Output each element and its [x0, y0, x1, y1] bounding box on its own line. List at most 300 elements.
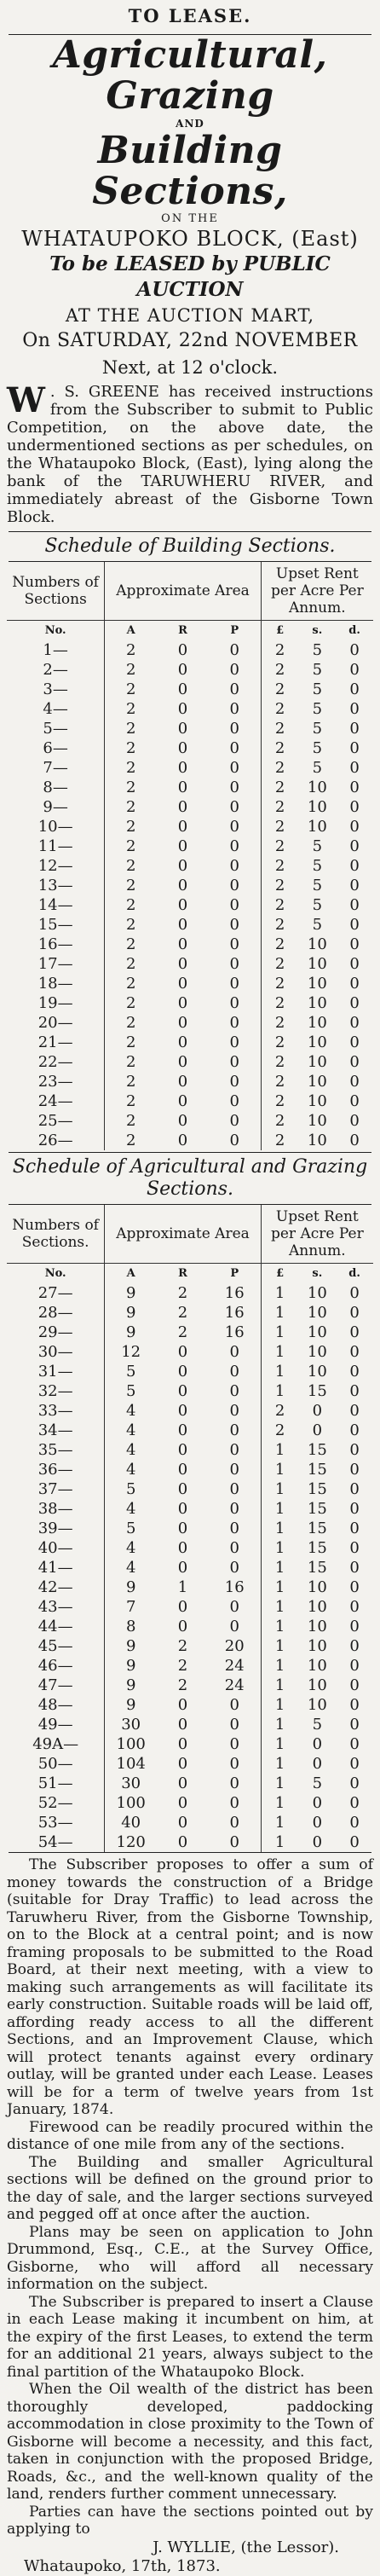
rent-shillings: 5: [312, 661, 323, 679]
table-row: [7, 1131, 373, 1150]
col-sub-no: No.: [44, 1267, 66, 1280]
col-sub-perches: P: [230, 1267, 239, 1280]
area-roods: 0: [177, 739, 188, 757]
rent-pounds: 1: [261, 1656, 298, 1676]
table-row: [7, 660, 373, 680]
section-number: 22—: [37, 1053, 73, 1071]
area-perches: 0: [229, 857, 239, 875]
table-row: [7, 1342, 373, 1362]
section-number: 43—: [37, 1598, 73, 1616]
area-acres: 2: [105, 1072, 157, 1091]
rent-shillings: 15: [307, 1480, 327, 1498]
closing-paragraph-clause: The Subscriber is prepared to insert a Clause in each Lease making it incumbent on him, at the expiry of the first Leases, to extend the term for an additional 21 years, always subject to the final partition of the Whataupoko Block.: [7, 2293, 373, 2381]
area-roods: 0: [177, 896, 188, 914]
rent-pounds: 1: [261, 1734, 298, 1754]
area-acres: 2: [105, 935, 157, 954]
area-perches: 0: [229, 1500, 239, 1518]
area-acres: 2: [105, 954, 157, 974]
section-number: 31—: [37, 1363, 73, 1381]
rent-pounds: 1: [261, 1577, 298, 1597]
leased-line: To be LEASED by PUBLIC AUCTION: [49, 252, 331, 301]
table-row: [7, 993, 373, 1013]
rent-pounds: 2: [261, 778, 298, 797]
table-row: [7, 1013, 373, 1033]
auction-time: Next, at 12 o'clock.: [101, 357, 279, 378]
rent-pence: 0: [349, 857, 360, 875]
table-row: [7, 1617, 373, 1636]
area-acres: 4: [105, 1421, 157, 1440]
area-acres: 4: [105, 1440, 157, 1460]
area-perches: 0: [229, 1461, 239, 1479]
area-acres: 104: [105, 1754, 157, 1774]
area-acres: 9: [105, 1695, 157, 1715]
area-roods: 0: [177, 1774, 188, 1792]
area-perches: 0: [229, 739, 239, 757]
table-row: [7, 954, 373, 974]
area-roods: 2: [177, 1304, 188, 1322]
area-roods: 0: [177, 1500, 188, 1518]
rent-shillings: 10: [307, 1284, 327, 1302]
rent-pounds: 1: [261, 1440, 298, 1460]
table-row: [7, 1283, 373, 1303]
rent-shillings: 10: [307, 798, 327, 816]
rent-pence: 0: [349, 661, 360, 679]
table-row: [7, 1636, 373, 1656]
table-row: [7, 974, 373, 993]
table-row: [7, 1656, 373, 1676]
agricultural-rows: [7, 1283, 373, 1852]
area-acres: 30: [105, 1715, 157, 1734]
rent-pounds: 2: [261, 1013, 298, 1033]
rent-pence: 0: [349, 798, 360, 816]
rent-pence: 0: [349, 1033, 360, 1051]
area-acres: 9: [105, 1303, 157, 1323]
section-number: 48—: [37, 1696, 73, 1714]
area-perches: 0: [229, 1520, 239, 1537]
rent-pounds: 2: [261, 719, 298, 738]
rent-shillings: 10: [307, 1304, 327, 1322]
rent-shillings: 10: [307, 1112, 327, 1130]
rent-pence: 0: [349, 1343, 360, 1361]
area-roods: 0: [177, 1132, 188, 1149]
rent-shillings: 0: [312, 1833, 323, 1851]
section-number: 49—: [37, 1716, 73, 1734]
area-acres: 4: [105, 1558, 157, 1577]
rent-pence: 0: [349, 1284, 360, 1302]
rent-shillings: 15: [307, 1500, 327, 1518]
rent-pence: 0: [349, 1755, 360, 1773]
table-row: [7, 876, 373, 895]
area-roods: 0: [177, 759, 188, 777]
table-row: [7, 680, 373, 699]
rent-shillings: 5: [312, 720, 323, 738]
rent-pence: 0: [349, 1637, 360, 1655]
area-perches: 0: [229, 798, 239, 816]
rent-pounds: 1: [261, 1460, 298, 1479]
section-number: 53—: [37, 1814, 73, 1832]
area-roods: 2: [177, 1676, 188, 1694]
area-acres: 4: [105, 1460, 157, 1479]
area-roods: 0: [177, 857, 188, 875]
area-acres: 2: [105, 856, 157, 876]
table-row: [7, 1754, 373, 1774]
table-row: [7, 758, 373, 778]
closing-paragraph-survey: The Building and smaller Agricultural sections will be defined on the ground prior to the day of sale, and the larger sections surveyed and pegged off at once after the auction.: [7, 2153, 373, 2223]
rent-pounds: 1: [261, 1538, 298, 1558]
rent-pounds: 1: [261, 1793, 298, 1813]
area-acres: 2: [105, 895, 157, 915]
area-roods: 0: [177, 1033, 188, 1051]
table-row: [7, 1460, 373, 1479]
area-perches: 0: [229, 1774, 239, 1792]
area-roods: 0: [177, 916, 188, 934]
section-number: 2—: [43, 661, 68, 679]
section-number: 19—: [37, 994, 73, 1012]
place-date-line: Whataupoko, 17th, 1873.: [24, 2556, 221, 2575]
section-number: 12—: [37, 857, 73, 875]
area-perches: 0: [229, 1073, 239, 1091]
section-number: 52—: [37, 1794, 73, 1812]
rent-pounds: 1: [261, 1774, 298, 1793]
area-perches: 0: [229, 1480, 239, 1498]
area-roods: 0: [177, 994, 188, 1012]
rent-shillings: 10: [307, 1033, 327, 1051]
area-roods: 0: [177, 1112, 188, 1130]
area-roods: 1: [177, 1578, 188, 1596]
closing-paragraph-apply: Parties can have the sections pointed out by applying to: [7, 2503, 373, 2538]
area-roods: 0: [177, 1343, 188, 1361]
rent-shillings: 15: [307, 1520, 327, 1537]
rent-shillings: 15: [307, 1461, 327, 1479]
rent-pounds: 2: [261, 856, 298, 876]
area-roods: 0: [177, 1794, 188, 1812]
table-row: [7, 1832, 373, 1852]
to-lease-heading: TO LEASE.: [128, 5, 252, 26]
building-schedule-title: Schedule of Building Sections.: [44, 535, 336, 557]
area-perches: 0: [229, 1814, 239, 1832]
table-row: [7, 1499, 373, 1519]
section-number: 15—: [37, 916, 73, 934]
rent-shillings: 10: [307, 1092, 327, 1110]
section-number: 21—: [37, 1033, 73, 1051]
col-header-rent: Upset Rent per Acre Per Annum.: [261, 562, 373, 621]
rent-pence: 0: [349, 1539, 360, 1557]
section-number: 49A—: [32, 1735, 79, 1753]
rent-pounds: 1: [261, 1323, 298, 1342]
area-acres: 2: [105, 738, 157, 758]
area-roods: 2: [177, 1323, 188, 1341]
area-perches: 0: [229, 779, 239, 796]
col-header-area: Approximate Area: [105, 1205, 261, 1264]
section-number: 3—: [43, 680, 68, 698]
area-perches: 16: [224, 1304, 245, 1322]
area-roods: 0: [177, 1833, 188, 1851]
table-row: [7, 915, 373, 935]
table-row: [7, 1793, 373, 1813]
section-number: 1—: [43, 641, 68, 659]
section-number: 30—: [37, 1343, 73, 1361]
building-schedule-table: [7, 562, 373, 1150]
table-row: [7, 1577, 373, 1597]
rent-shillings: 10: [307, 1696, 327, 1714]
rent-pounds: 2: [261, 1401, 298, 1421]
area-roods: 0: [177, 935, 188, 953]
rent-pounds: 1: [261, 1362, 298, 1381]
rent-pence: 0: [349, 1461, 360, 1479]
auction-date: On SATURDAY, 22nd NOVEMBER: [22, 330, 358, 351]
area-perches: 0: [229, 837, 239, 855]
area-perches: 0: [229, 720, 239, 738]
rent-shillings: 10: [307, 779, 327, 796]
rent-shillings: 10: [307, 1073, 327, 1091]
section-number: 54—: [37, 1833, 73, 1851]
col-sub-acres: A: [105, 621, 157, 641]
col-sub-pence: d.: [348, 1267, 360, 1280]
area-acres: 2: [105, 660, 157, 680]
col-sub-no: No.: [44, 624, 66, 637]
table-row: [7, 640, 373, 660]
rent-pounds: 2: [261, 680, 298, 699]
area-acres: 9: [105, 1676, 157, 1695]
section-number: 11—: [37, 837, 73, 855]
col-sub-pounds: £: [261, 621, 298, 641]
rent-pounds: 1: [261, 1676, 298, 1695]
rent-shillings: 5: [312, 641, 323, 659]
col-sub-acres: A: [105, 1264, 157, 1284]
rent-pence: 0: [349, 1676, 360, 1694]
rent-pence: 0: [349, 1559, 360, 1577]
rent-shillings: 5: [312, 837, 323, 855]
section-number: 8—: [43, 779, 68, 796]
rent-shillings: 10: [307, 994, 327, 1012]
area-acres: 2: [105, 758, 157, 778]
area-acres: 9: [105, 1323, 157, 1342]
area-roods: 0: [177, 837, 188, 855]
rent-pounds: 1: [261, 1519, 298, 1538]
area-perches: 0: [229, 1132, 239, 1149]
table-row: [7, 1381, 373, 1401]
area-acres: 2: [105, 719, 157, 738]
area-roods: 0: [177, 1618, 188, 1635]
rent-pence: 0: [349, 759, 360, 777]
area-perches: 0: [229, 661, 239, 679]
area-roods: 0: [177, 1402, 188, 1420]
table-row: [7, 1033, 373, 1052]
rent-pounds: 2: [261, 758, 298, 778]
section-number: 45—: [37, 1637, 73, 1655]
area-acres: 120: [105, 1832, 157, 1852]
area-perches: 0: [229, 1421, 239, 1439]
rent-pounds: 1: [261, 1617, 298, 1636]
area-perches: 0: [229, 1343, 239, 1361]
rent-pence: 0: [349, 916, 360, 934]
area-acres: 2: [105, 1131, 157, 1150]
area-roods: 0: [177, 700, 188, 718]
area-roods: 0: [177, 720, 188, 738]
area-roods: 0: [177, 1755, 188, 1773]
area-roods: 0: [177, 1480, 188, 1498]
area-roods: 0: [177, 1053, 188, 1071]
col-sub-shillings: s.: [312, 1267, 323, 1280]
area-acres: 9: [105, 1577, 157, 1597]
table-row: [7, 699, 373, 719]
rent-pounds: 1: [261, 1479, 298, 1499]
rent-pence: 0: [349, 1696, 360, 1714]
table-row: [7, 1362, 373, 1381]
section-number: 42—: [37, 1578, 73, 1596]
area-perches: 0: [229, 1794, 239, 1812]
table-row: [7, 1052, 373, 1072]
section-number: 28—: [37, 1304, 73, 1322]
table-row: [7, 1440, 373, 1460]
table-row: [7, 836, 373, 856]
rent-pounds: 2: [261, 1033, 298, 1052]
table-row: [7, 738, 373, 758]
area-perches: 0: [229, 641, 239, 659]
area-acres: 2: [105, 876, 157, 895]
table-row: [7, 935, 373, 954]
rent-pence: 0: [349, 1814, 360, 1832]
rent-pounds: 2: [261, 974, 298, 993]
drop-cap: W: [7, 380, 45, 420]
rent-pence: 0: [349, 1520, 360, 1537]
rent-pence: 0: [349, 1421, 360, 1439]
table-row: [7, 895, 373, 915]
area-acres: 2: [105, 1033, 157, 1052]
area-acres: 2: [105, 1111, 157, 1131]
area-perches: 0: [229, 1033, 239, 1051]
area-acres: 2: [105, 640, 157, 660]
agricultural-schedule-table: [7, 1205, 373, 1852]
area-roods: 2: [177, 1657, 188, 1675]
rent-pence: 0: [349, 700, 360, 718]
table-row: [7, 856, 373, 876]
rent-pence: 0: [349, 955, 360, 973]
rent-pence: 0: [349, 1053, 360, 1071]
rent-shillings: 10: [307, 1053, 327, 1071]
rent-shillings: 10: [307, 935, 327, 953]
area-perches: 0: [229, 935, 239, 953]
area-acres: 12: [105, 1342, 157, 1362]
rent-pence: 0: [349, 1598, 360, 1616]
area-acres: 2: [105, 1091, 157, 1111]
closing-paragraph-bridge: The Subscriber proposes to offer a sum of money towards the construction of a Bridge (suitable for Dray Traffic) to lead across the Taruwheru River, from the Gisborne Township, on to the Block at a central point; and is now framing proposals to be submitted to the Road Board, at their next meeting, with a view to making such arrangements as will facilitate its early construction. Suitable roads will be laid off, affording ready access to all the different Sections, and an Improvement Clause, which will protect tenants against every ordinary outlay, will be granted under each Lease. Leases will be for a term of twelve years from 1st January, 1874.: [7, 1856, 373, 2118]
section-number: 23—: [37, 1073, 73, 1091]
section-number: 14—: [37, 896, 73, 914]
rent-shillings: 15: [307, 1559, 327, 1577]
area-roods: 0: [177, 1598, 188, 1616]
area-perches: 0: [229, 1696, 239, 1714]
col-header-numbers: Numbers of Sections: [12, 574, 99, 608]
area-roods: 0: [177, 955, 188, 973]
rent-pounds: 2: [261, 836, 298, 856]
rent-pence: 0: [349, 641, 360, 659]
area-perches: 0: [229, 975, 239, 993]
area-acres: 2: [105, 680, 157, 699]
col-sub-roods: R: [178, 624, 187, 637]
rent-pence: 0: [349, 818, 360, 836]
area-perches: 16: [224, 1323, 245, 1341]
table-row: [7, 1323, 373, 1342]
rent-pounds: 2: [261, 915, 298, 935]
rent-pence: 0: [349, 1112, 360, 1130]
area-roods: 0: [177, 1735, 188, 1753]
area-acres: 30: [105, 1774, 157, 1793]
area-acres: 2: [105, 836, 157, 856]
col-header-numbers: Numbers of Sections.: [12, 1217, 99, 1251]
rent-pounds: 2: [261, 1072, 298, 1091]
rent-pence: 0: [349, 1402, 360, 1420]
rent-pence: 0: [349, 1441, 360, 1459]
rent-pence: 0: [349, 1716, 360, 1734]
rent-pence: 0: [349, 1382, 360, 1400]
section-number: 41—: [37, 1559, 73, 1577]
rent-pence: 0: [349, 1304, 360, 1322]
area-roods: 0: [177, 818, 188, 836]
rent-shillings: 5: [312, 739, 323, 757]
col-sub-pounds: £: [261, 1264, 298, 1284]
section-number: 27—: [37, 1284, 73, 1302]
rent-pence: 0: [349, 1794, 360, 1812]
table-row: [7, 1734, 373, 1754]
section-number: 36—: [37, 1461, 73, 1479]
signature: J. WYLLIE, (the Lessor).: [153, 2538, 339, 2556]
area-perches: 20: [224, 1637, 245, 1655]
area-acres: 2: [105, 699, 157, 719]
area-roods: 0: [177, 1814, 188, 1832]
rent-pounds: 1: [261, 1558, 298, 1577]
area-roods: 0: [177, 975, 188, 993]
rent-pence: 0: [349, 975, 360, 993]
on-the-label: ON THE: [161, 212, 219, 225]
rent-pounds: 1: [261, 1832, 298, 1852]
rent-pence: 0: [349, 1833, 360, 1851]
col-sub-pence: d.: [348, 624, 360, 637]
auction-mart-line: AT THE AUCTION MART,: [65, 305, 315, 326]
area-roods: 0: [177, 877, 188, 894]
rent-shillings: 10: [307, 1132, 327, 1149]
table-row: [7, 1303, 373, 1323]
rent-shillings: 15: [307, 1539, 327, 1557]
rent-pounds: 2: [261, 640, 298, 660]
area-perches: 0: [229, 916, 239, 934]
table-row: [7, 1421, 373, 1440]
rent-shillings: 5: [312, 896, 323, 914]
area-acres: 4: [105, 1499, 157, 1519]
area-acres: 40: [105, 1813, 157, 1832]
section-number: 32—: [37, 1382, 73, 1400]
rent-shillings: 15: [307, 1382, 327, 1400]
table-row: [7, 1695, 373, 1715]
section-number: 24—: [37, 1092, 73, 1110]
rent-pounds: 2: [261, 1091, 298, 1111]
col-sub-roods: R: [178, 1267, 187, 1280]
agri-title-line-2: Sections.: [147, 1178, 233, 1200]
rent-pence: 0: [349, 739, 360, 757]
rent-pence: 0: [349, 1500, 360, 1518]
section-number: 50—: [37, 1755, 73, 1773]
area-roods: 0: [177, 1461, 188, 1479]
rent-pence: 0: [349, 1578, 360, 1596]
title-line-2: Building Sections,: [92, 129, 288, 213]
table-row: [7, 1072, 373, 1091]
rent-pounds: 1: [261, 1597, 298, 1617]
section-number: 16—: [37, 935, 73, 953]
table-row: [7, 1558, 373, 1577]
rent-pence: 0: [349, 720, 360, 738]
section-number: 5—: [43, 720, 68, 738]
area-perches: 0: [229, 896, 239, 914]
